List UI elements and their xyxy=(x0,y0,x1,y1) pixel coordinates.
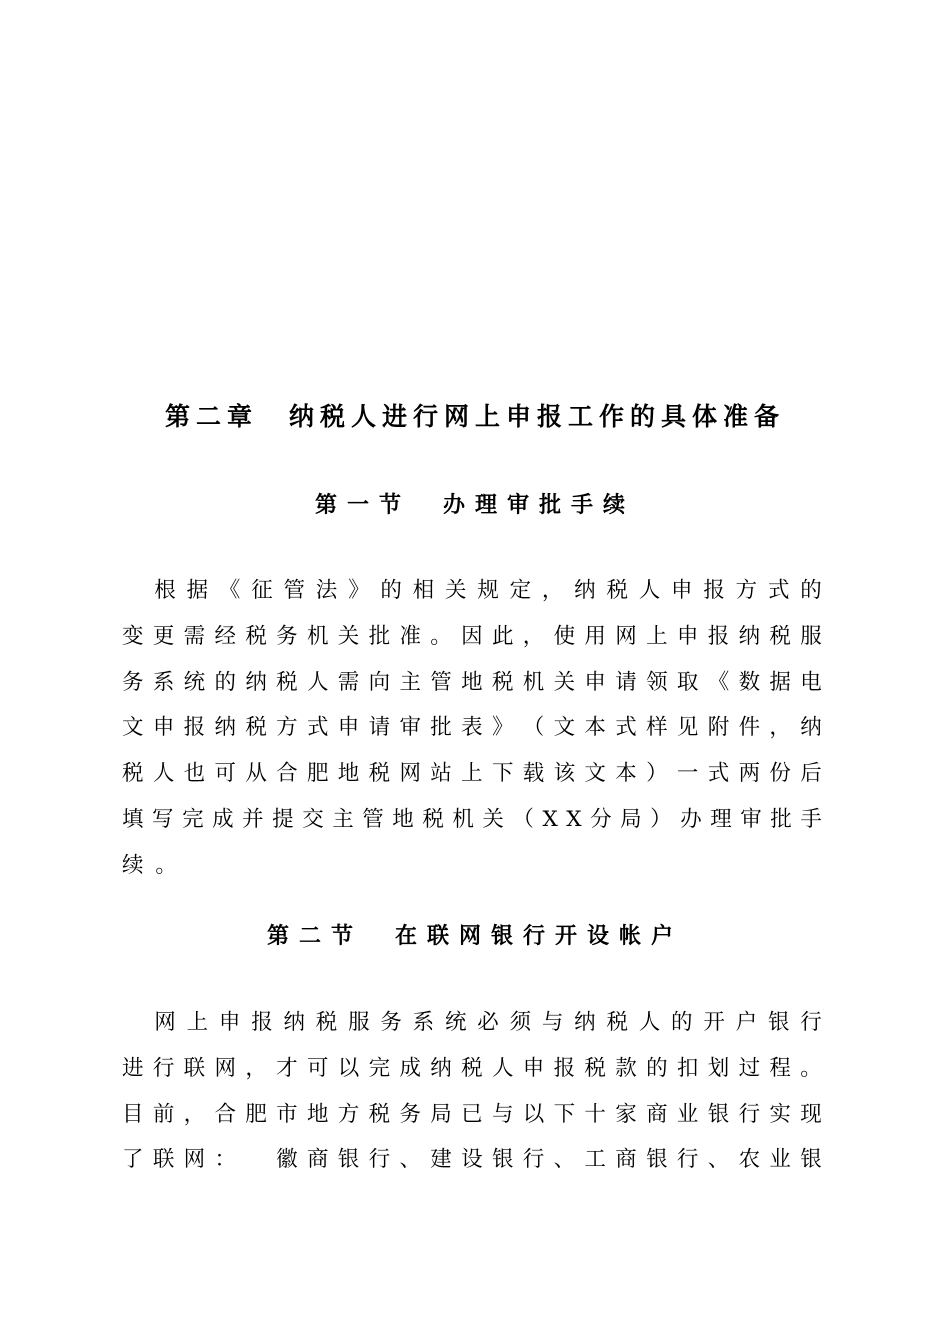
section-title-bank-account: 第二节 在联网银行开设帐户 xyxy=(266,924,683,949)
paragraph-line: 税 人 也 可 从 合 肥 地 税 网 站 上 下 载 该 文 本 ） 一 式 两 份 后 xyxy=(122,761,822,787)
paragraph-line: 目 前 ， 合 肥 市 地 方 税 务 局 已 与 以 下 十 家 商 业 银 行 实 现 xyxy=(122,1101,822,1127)
paragraph-line: 根 据 《 征 管 法 》 的 相 关 规 定 ， 纳 税 人 申 报 方 式 的 xyxy=(154,578,822,603)
paragraph-line: 填 写 完 成 并 提 交 主 管 地 税 机 关 （ X X 分 局 ） 办 理 审 批 手 xyxy=(122,806,822,832)
paragraph-line: 文 申 报 纳 税 方 式 申 请 审 批 表 》 （ 文 本 式 样 见 附 件 ， 纳 xyxy=(122,715,822,741)
paragraph-bank-account xyxy=(122,1000,822,1330)
paragraph-line: 网 上 申 报 纳 税 服 务 系 统 必 须 与 纳 税 人 的 开 户 银 行 xyxy=(154,1010,822,1035)
paragraph-approval xyxy=(122,568,822,889)
paragraph-line: 续 。 xyxy=(122,852,177,878)
paragraph-line: 变 更 需 经 税 务 机 关 批 准 。 因 此 ， 使 用 网 上 申 报 纳 税 服 xyxy=(122,623,822,649)
paragraph-line: 进 行 联 网 ， 才 可 以 完 成 纳 税 人 申 报 税 款 的 扣 划 过 程 。 xyxy=(122,1055,822,1081)
paragraph-line: 务 系 统 的 纳 税 人 需 向 主 管 地 税 机 关 申 请 领 取 《 数 据 电 xyxy=(122,669,822,695)
chapter-title: 第二章 纳税人进行网上申报工作的具体准备 xyxy=(164,402,785,431)
section-title-approval: 第一节 办理审批手续 xyxy=(314,493,635,518)
paragraph-line: 了 联 网 ： 徽 商 银 行 、 建 设 银 行 、 工 商 银 行 、 农 业 银 xyxy=(122,1147,822,1173)
